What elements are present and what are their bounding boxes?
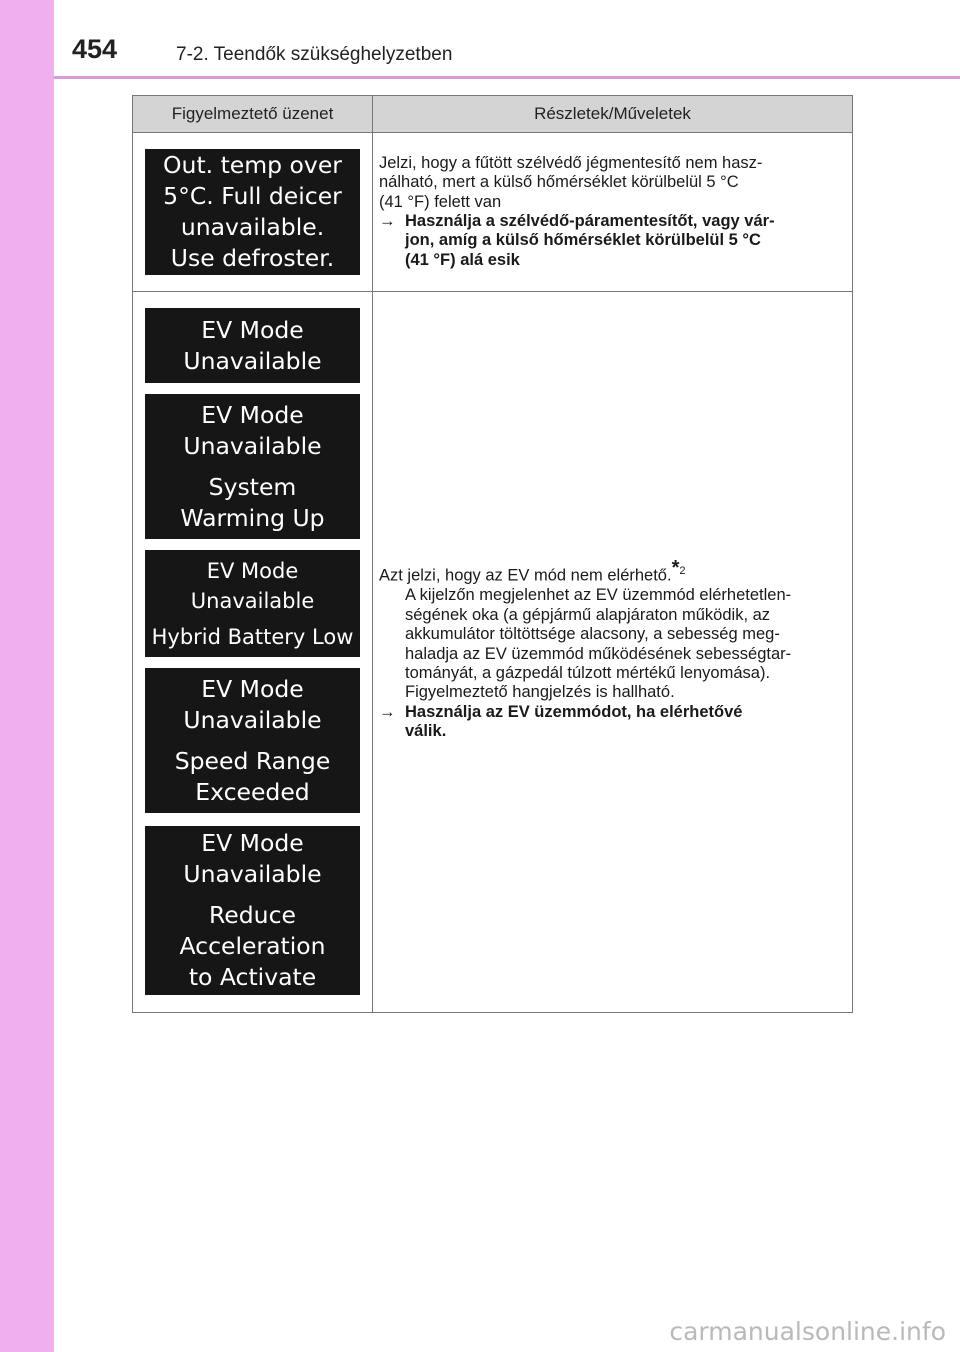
display-line: Acceleration [179, 932, 326, 960]
display-line: Unavailable [190, 588, 315, 613]
display-line: Warming Up [180, 503, 325, 532]
message-cell [133, 292, 373, 1013]
detail-text: haladja az EV üzemmód működésének sebességtar- [405, 644, 792, 663]
display-line: Use defroster. [170, 244, 335, 272]
display-line: unavailable. [180, 213, 325, 241]
display-line: Unavailable [183, 346, 322, 375]
arrow-icon: → [379, 212, 396, 230]
warning-message-table [132, 95, 853, 1013]
section-title: 7-2. Teendők szükséghelyzetben [176, 44, 453, 65]
display-ev-reduce-acceleration [145, 826, 360, 995]
footnote-star: * [671, 557, 680, 580]
display-line: Out. temp over [163, 151, 342, 179]
table-row [133, 292, 853, 1013]
action-text: válik. [405, 722, 447, 741]
detail-text: nálható, mert a külső hőmérséklet körülbelül 5 °C [379, 173, 739, 192]
table-header-row [133, 96, 853, 133]
display-line: Unavailable [183, 431, 322, 460]
detail-text: ségének oka (a gépjármű alapjáraton működik, az [405, 605, 771, 624]
details-cell [373, 133, 853, 292]
display-line: Hybrid Battery Low [151, 624, 354, 649]
display-ev-unavailable [145, 308, 360, 383]
action-text: jon, amíg a külső hőmérséklet körülbelül 5 °C [405, 231, 761, 250]
display-ev-battery-low [145, 550, 360, 657]
display-line: EV Mode [201, 315, 304, 344]
col-header-details: Részletek/Műveletek [373, 96, 853, 133]
action-text: (41 °F) alá esik [405, 250, 520, 269]
detail-text: Jelzi, hogy a fűtött szélvédő jégmentesítő nem hasz- [379, 153, 763, 172]
details-cell [373, 292, 853, 1013]
detail-text: (41 °F) felett van [379, 192, 502, 211]
lead-text: Azt jelzi, hogy az EV mód nem elérhető. [379, 566, 672, 585]
display-line: to Activate [188, 963, 317, 991]
table-row [133, 133, 853, 292]
arrow-icon: → [379, 702, 396, 721]
display-line: Reduce [209, 901, 296, 929]
side-band [0, 0, 54, 1352]
detail-text: A kijelzőn megjelenhet az EV üzemmód elérhetetlen- [405, 586, 792, 605]
action-text: Használja a szélvédő-páramentesítőt, vagy vár- [405, 212, 775, 230]
display-line: Unavailable [183, 705, 322, 734]
message-cell [133, 133, 373, 292]
watermark: carmanualsonline.info [669, 1317, 946, 1346]
page-number: 454 [72, 34, 118, 64]
display-line: Exceeded [195, 777, 310, 806]
display-line: 5°C. Full deicer [163, 182, 342, 210]
display-line: EV Mode [201, 829, 304, 857]
header-rule [54, 76, 960, 79]
display-ev-system-warming [145, 394, 360, 539]
action-text: Használja az EV üzemmódot, ha elérhetővé [405, 702, 743, 721]
detail-lead [379, 557, 842, 586]
display-line: EV Mode [206, 558, 299, 583]
display-ev-speed-exceeded [145, 668, 360, 813]
detail-text: tományát, a gázpedál túlzott mértékű lenyomása). [405, 663, 771, 682]
display-line: EV Mode [201, 400, 304, 429]
footnote-number: 2 [679, 565, 686, 578]
display-line: EV Mode [201, 674, 304, 703]
col-header-message: Figyelmeztető üzenet [133, 96, 373, 133]
detail-text: Figyelmeztető hangjelzés is hallható. [405, 683, 675, 702]
display-line: Unavailable [183, 860, 322, 888]
detail-text: akkumulátor töltöttsége alacsony, a sebesség meg- [405, 625, 780, 644]
display-out-temp [145, 149, 360, 275]
display-line: Speed Range [174, 746, 331, 775]
display-line: System [208, 472, 297, 501]
